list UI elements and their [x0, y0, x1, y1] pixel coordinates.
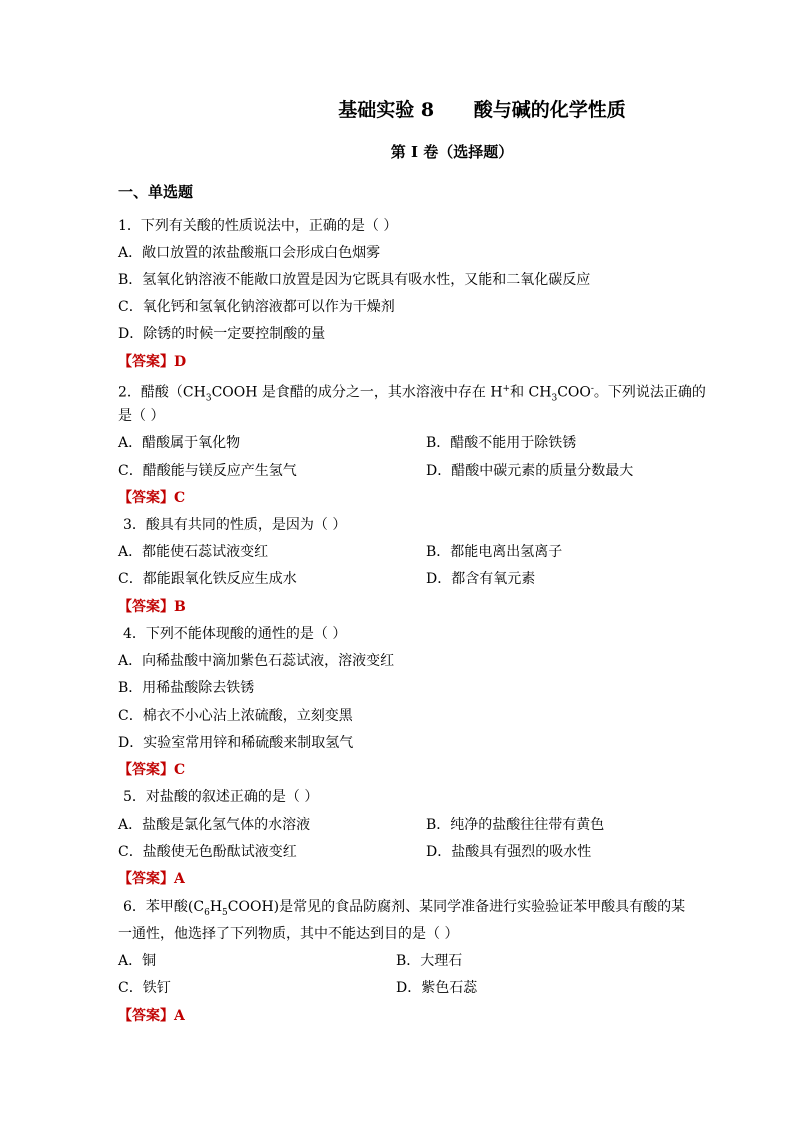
- question-3-option-b: B．都能电离出氢离子: [426, 544, 563, 560]
- question-6-option-b: B．大理石: [396, 953, 463, 969]
- question-4-option-c: C．棉衣不小心沾上浓硫酸，立刻变黑: [118, 708, 353, 724]
- question-2-option-d: D．醋酸中碳元素的质量分数最大: [426, 463, 634, 479]
- question-1-answer: [118, 352, 186, 372]
- question-3-stem: 3．酸具有共同的性质，是因为（ ）: [123, 517, 347, 533]
- document-title: 基础实验 8 酸与碱的化学性质: [338, 99, 626, 121]
- answer-value: D: [174, 354, 187, 370]
- answer-value: B: [174, 599, 186, 615]
- question-2-answer: [118, 488, 185, 508]
- question-1-option-c: C．氧化钙和氢氧化钠溶液都可以作为干燥剂: [118, 299, 395, 315]
- question-5-stem: 5．对盐酸的叙述正确的是（ ）: [123, 789, 319, 805]
- question-1-option-d: D．除锈的时候一定要控制酸的量: [118, 326, 326, 342]
- question-4-option-a: A．向稀盐酸中滴加紫色石蕊试液，溶液变红: [118, 653, 395, 669]
- question-2-stem: 2．醋酸（$CH_3COOH$ 是食醋的成分之一，其水溶液中存在 H+和 $CH_3COO^-$。下列说法正确的: [118, 384, 706, 404]
- answer-label: 【答案】: [118, 599, 174, 615]
- answer-value: A: [174, 1008, 185, 1024]
- answer-value: A: [174, 871, 185, 887]
- answer-value: C: [174, 490, 186, 506]
- question-4-option-b: B．用稀盐酸除去铁锈: [118, 680, 255, 696]
- document-subtitle: 第 I 卷（选择题）: [390, 143, 514, 161]
- question-5-option-b: B．纯净的盐酸往往带有黄色: [426, 817, 605, 833]
- question-3-option-a: A．都能使石蕊试液变红: [118, 544, 269, 560]
- question-6-option-c: C．铁钉: [118, 980, 171, 996]
- question-4-stem: 4．下列不能体现酸的通性的是（ ）: [123, 626, 347, 642]
- question-6-option-d: D．紫色石蕊: [396, 980, 478, 996]
- question-5-option-c: C．盐酸使无色酚酞试液变红: [118, 844, 297, 860]
- question-2-option-c: C．醋酸能与镁反应产生氢气: [118, 463, 297, 479]
- question-6-answer: [118, 1006, 185, 1026]
- question-5-option-d: D．盐酸具有强烈的吸水性: [426, 844, 592, 860]
- answer-value: C: [174, 762, 186, 778]
- question-3-option-d: D．都含有氧元素: [426, 571, 536, 587]
- question-6-stem: 6．苯甲酸$(C_6H_5COOH)$是常见的食品防腐剂、某同学准备进行实验验证苯甲酸具有酸的某: [123, 899, 686, 918]
- question-3-option-c: C．都能跟氧化铁反应生成水: [118, 571, 297, 587]
- section-heading: 一、单选题: [118, 183, 194, 201]
- question-5-answer: [118, 869, 185, 889]
- question-4-option-d: D．实验室常用锌和稀硫酸来制取氢气: [118, 735, 354, 751]
- question-2-stem-continued: 是（ ）: [118, 408, 165, 424]
- answer-label: 【答案】: [118, 1008, 174, 1024]
- answer-label: 【答案】: [118, 762, 174, 778]
- question-1-stem: 1．下列有关酸的性质说法中，正确的是（ ）: [118, 218, 398, 234]
- question-2-option-a: A．醋酸属于氧化物: [118, 435, 241, 451]
- question-2-option-b: B．醋酸不能用于除铁锈: [426, 435, 577, 451]
- answer-label: 【答案】: [118, 354, 174, 370]
- question-1-option-a: A．敞口放置的浓盐酸瓶口会形成白色烟雾: [118, 245, 381, 261]
- question-1-option-b: B．氢氧化钠溶液不能敞口放置是因为它既具有吸水性，又能和二氧化碳反应: [118, 272, 591, 288]
- answer-label: 【答案】: [118, 490, 174, 506]
- question-5-option-a: A．盐酸是氯化氢气体的水溶液: [118, 817, 311, 833]
- question-6-option-a: A．铜: [118, 953, 157, 969]
- question-3-answer: [118, 597, 186, 617]
- question-6-stem-continued: 一通性，他选择了下列物质，其中不能达到目的是（ ）: [118, 926, 459, 942]
- question-4-answer: [118, 760, 185, 780]
- answer-label: 【答案】: [118, 871, 174, 887]
